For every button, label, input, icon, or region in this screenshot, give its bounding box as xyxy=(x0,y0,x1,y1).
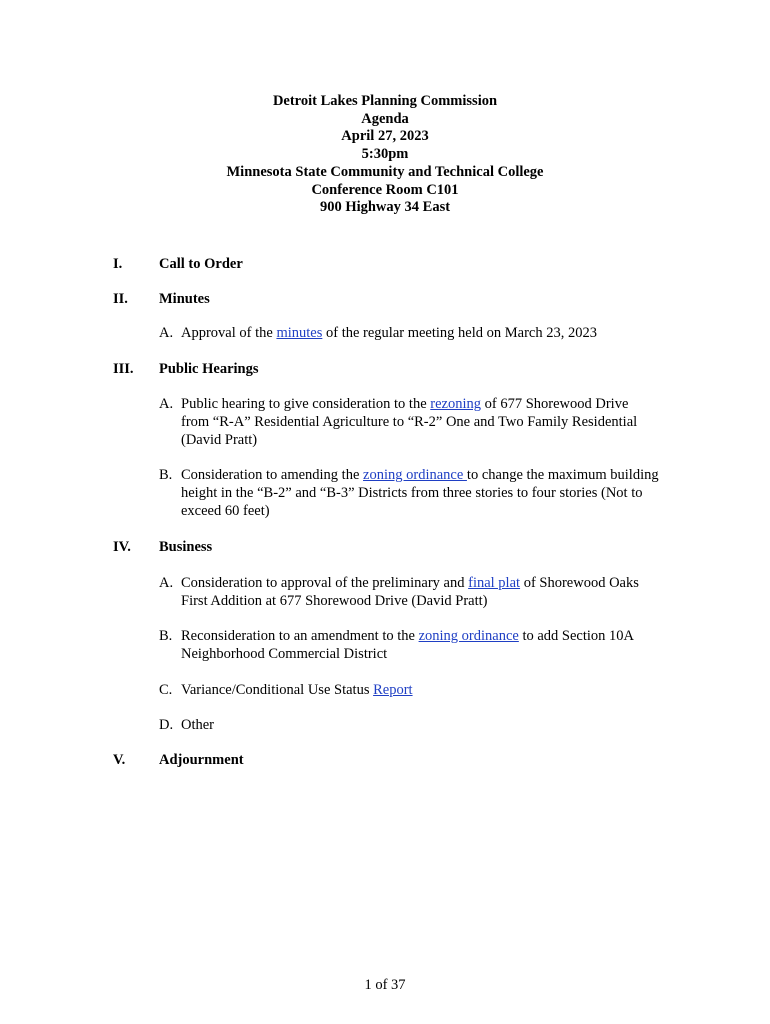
item-text: Approval of the minutes of the regular meeting held on March 23, 2023 xyxy=(181,325,597,341)
section-numeral: II. xyxy=(113,291,128,307)
rezoning-link[interactable]: rezoning xyxy=(430,396,481,412)
item-letter: B. xyxy=(159,467,173,483)
item-letter: C. xyxy=(159,682,173,698)
item-letter: A. xyxy=(159,325,174,341)
header-document-type: Agenda xyxy=(361,110,409,127)
zoning-ordinance-link[interactable]: zoning ordinance xyxy=(418,628,519,644)
section-title: Public Hearings xyxy=(159,361,259,377)
minutes-link[interactable]: minutes xyxy=(276,325,323,341)
item-text: Public hearing to give consideration to the rezoning of 677 Shorewood Drive from “R-A” Residential Agriculture to “R-2” One and Two Family Residential (David Pratt) xyxy=(181,396,638,448)
zoning-ordinance-link[interactable]: zoning ordinance xyxy=(363,467,467,483)
item-letter: A. xyxy=(159,396,174,412)
header-time: 5:30pm xyxy=(361,146,409,163)
section-numeral: I. xyxy=(113,256,123,272)
item-text: Consideration to approval of the preliminary and final plat of Shorewood Oaks First Addition at 677 Shorewood Drive (David Pratt) xyxy=(181,575,639,609)
item-text: Variance/Conditional Use Status Report xyxy=(181,682,413,698)
section-numeral: III. xyxy=(113,361,134,377)
section-numeral: IV. xyxy=(113,539,131,555)
header-room: Conference Room C101 xyxy=(311,181,459,198)
header-venue: Minnesota State Community and Technical College xyxy=(226,163,544,180)
header-address: 900 Highway 34 East xyxy=(319,199,451,216)
header-commission-name: Detroit Lakes Planning Commission xyxy=(272,93,498,109)
item-letter: A. xyxy=(159,575,174,591)
section-title: Business xyxy=(159,539,213,555)
item-text: Consideration to amending the zoning ordinance to change the maximum building height in the “B-2” and “B-3” Districts from three stories to four stories (Not to exceed 60 feet) xyxy=(181,467,659,519)
item-letter: B. xyxy=(159,628,173,644)
item-letter: D. xyxy=(159,717,174,733)
final-plat-link[interactable]: final plat xyxy=(468,575,521,591)
item-text: Reconsideration to an amendment to the zoning ordinance to add Section 10A Neighborhood Commercial District xyxy=(181,628,635,662)
page-number: 1 of 37 xyxy=(364,977,406,993)
section-title: Adjournment xyxy=(159,752,244,768)
section-numeral: V. xyxy=(113,752,126,768)
section-title: Minutes xyxy=(159,291,210,307)
item-text: Other xyxy=(181,717,215,733)
report-link[interactable]: Report xyxy=(373,682,413,698)
section-title: Call to Order xyxy=(159,256,243,272)
header-date: April 27, 2023 xyxy=(341,128,429,145)
agenda-header xyxy=(0,93,770,217)
